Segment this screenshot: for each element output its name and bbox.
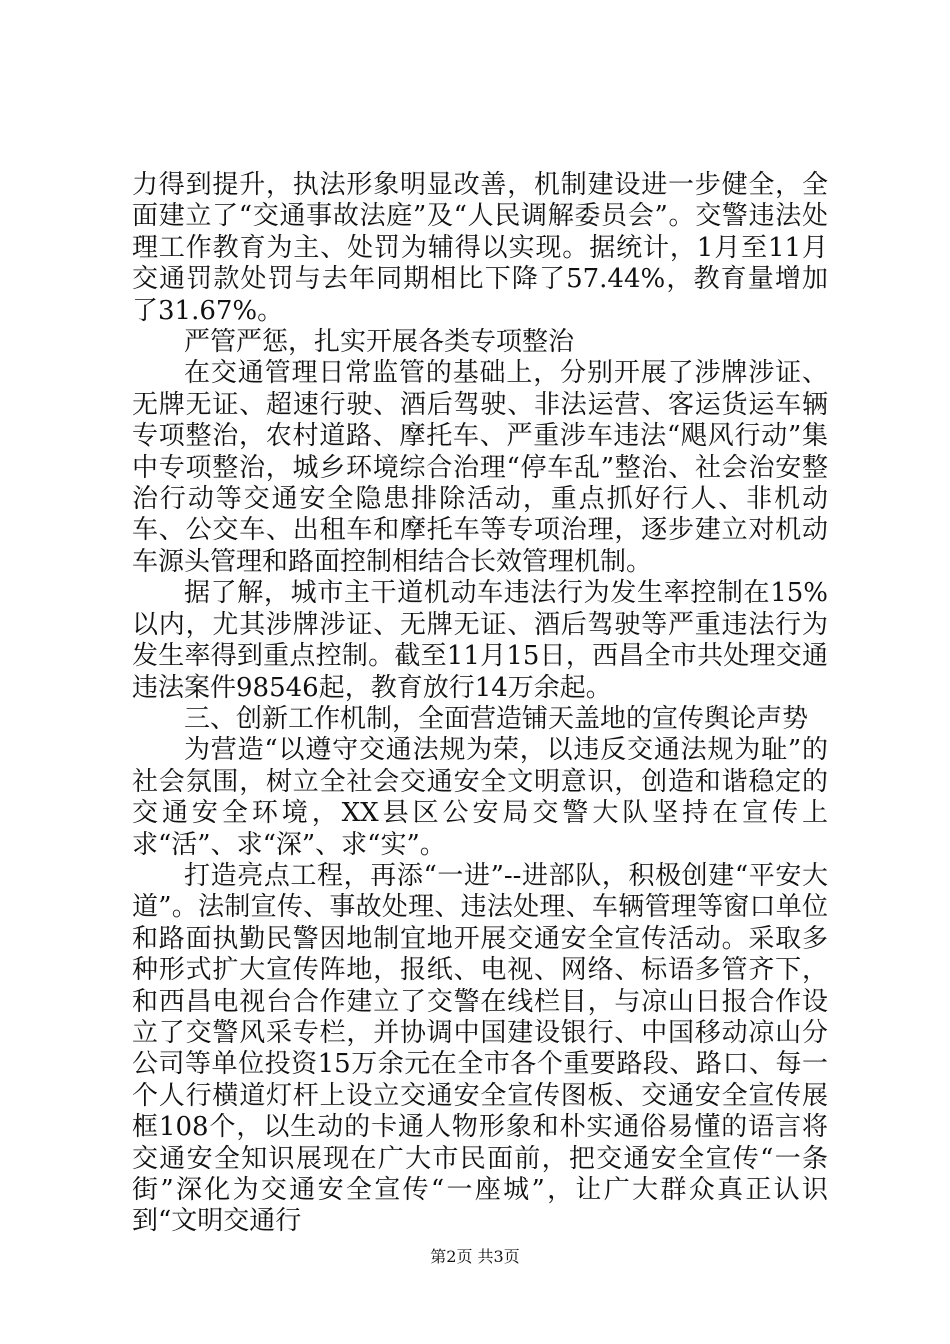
section-heading-special-rectification: 严管严惩，扎实开展各类专项整治 [184,327,575,358]
paragraph-1: 力得到提升，执法形象明显改善，机制建设进一步健全，全面建立了“交通事故法庭”及“人民调解委员会”。交警违法处理工作教育为主、处罚为辅得以实现。据统计，1月至11月交通罚款处罚与去年同期相比下降了57.44%，教育量增加了31.67%。 [132,170,828,326]
section-heading-work-mechanism: 三、创新工作机制，全面营造铺天盖地的宣传舆论声势 [184,703,809,734]
paragraph-2: 在交通管理日常监管的基础上，分别开展了涉牌涉证、无牌无证、超速行驶、酒后驾驶、非法运营、客运货运车辆专项整治，农村道路、摩托车、严重涉车违法“飓风行动”集中专项整治，城乡环境综合治理“停车乱”整治、社会治安整治行动等交通安全隐患排除活动，重点抓好行人、非机动车、公交车、出租车和摩托车等专项治理，逐步建立对机动车源头管理和路面控制相结合长效管理机制。 [132,358,828,577]
document-body [132,170,828,1238]
paragraph-5: 打造亮点工程，再添“一进”--进部队，积极创建“平安大道”。法制宣传、事故处理、违法处理、车辆管理等窗口单位和路面执勤民警因地制宜地开展交通安全宣传活动。采取多种形式扩大宣传阵地，报纸、电视、网络、标语多管齐下，和西昌电视台合作建立了交警在线栏目，与凉山日报合作设立了交警风采专栏，并协调中国建设银行、中国移动凉山分公司等单位投资15万余元在全市各个重要路段、路口、每一个人行横道灯杆上设立交通安全宣传图板、交通安全宣传展框108个，以生动的卡通人物形象和朴实通俗易懂的语言将交通安全知识展现在广大市民面前，把交通安全宣传“一条街”深化为交通安全宣传“一座城”，让广大群众真正认识到“文明交通行 [132,860,828,1237]
paragraph-3: 据了解，城市主干道机动车违法行为发生率控制在15%以内，尤其涉牌涉证、无牌无证、酒后驾驶等严重违法行为发生率得到重点控制。截至11月15日，西昌全市共处理交通违法案件98546起，教育放行14万余起。 [132,578,828,703]
page-footer: 第2页 共3页 [430,1247,520,1266]
paragraph-4: 为营造“以遵守交通法规为荣，以违反交通法规为耻”的社会氛围，树立全社会交通安全文明意识，创造和谐稳定的交通安全环境，XX县区公安局交警大队坚持在宣传上求“活”、求“深”、求“实”。 [132,735,828,860]
